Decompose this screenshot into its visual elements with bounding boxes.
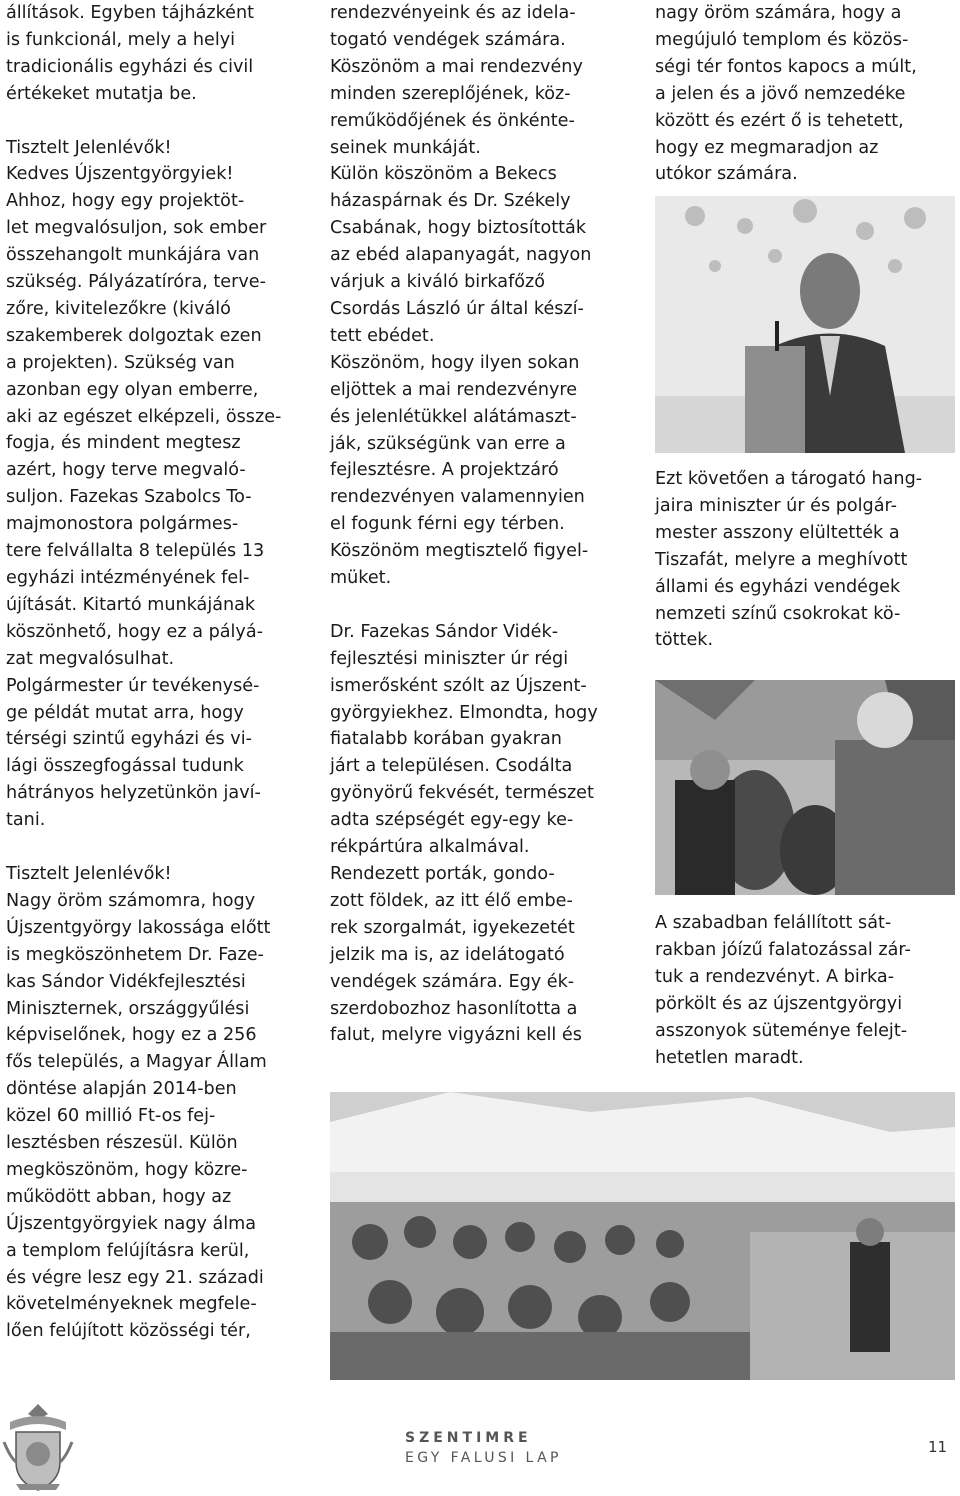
text-line: a templom felújításra kerül, [6,1240,250,1261]
text-line: és végre lesz egy 21. századi [6,1267,264,1288]
text-line: és jelenlétükkel alátámaszt- [330,406,577,427]
text-line: tani. [6,810,46,831]
photo-tent-lunch [330,1092,955,1380]
text-line: is megköszönhetem Dr. Faze- [6,944,264,965]
text-line: összehangolt munkájára van [6,245,260,266]
text-line: szerdobozhoz hasonlította a [330,998,578,1019]
text-line: házaspárnak és Dr. Székely [330,191,571,212]
text-line: aki az egészet elképzeli, össze- [6,406,282,427]
text-line: járt a településen. Csodálta [330,756,573,777]
text-line: A szabadban felállított sát- [655,913,892,933]
photo-minister-speech-graphic [655,196,955,453]
coat-of-arms-graphic [2,1402,74,1492]
text-line: Nagy öröm számomra, hogy [6,890,256,911]
text-line: tett ebédet. [330,325,435,346]
text-line: jelzik ma is, az idelátogató [330,944,565,965]
text-line: azonban egy olyan emberre, [6,379,259,400]
text-line: tradicionális egyházi és civil [6,56,254,77]
text-line: zat megvalósulhat. [6,648,175,669]
text-line: Külön köszönöm a Bekecs [330,164,557,185]
text-line: Csabának, hogy biztosították [330,218,587,239]
text-line: let megvalósuljon, sok ember [6,218,267,239]
text-line: adta szépségét egy-egy ke- [330,810,574,831]
text-line: gyönyörű fekvését, természet [330,783,594,804]
text-line: hetetlen maradt. [655,1047,804,1068]
masthead-name: SZENTIMRE [405,1430,532,1446]
text-line: rakban jóízű falatozással zár- [655,939,911,960]
text-line: várjuk a kiváló birkafőző [330,272,546,293]
text-line: szükség. Pályázatíróra, terve- [6,272,266,293]
text-line: rek szorgalmát, igyekezetét [330,917,575,938]
coat-of-arms-logo [2,1402,74,1492]
text-line: Polgármester úr tevékenysé- [6,675,260,696]
text-line: pörkölt és az újszentgyörgyi [655,993,903,1014]
text-line: tuk a rendezvényt. A birka- [655,966,895,987]
text-line: vendégek számára. Egy ék- [330,971,575,992]
text-line: között és ezért ő is tehetett, [655,110,904,131]
text-line: szakemberek dolgoztak ezen [6,325,262,346]
text-line: ségi tér fontos kapocs a múlt, [655,56,917,77]
text-line: hátrányos helyzetünkön javí- [6,783,261,804]
text-line: azért, hogy terve megvaló- [6,460,246,481]
text-line: fős település, a Magyar Állam [6,1052,267,1073]
text-line: ge példát mutat arra, hogy [6,702,244,723]
text-line: hogy ez megmaradjon az [655,137,879,158]
text-line: asszonyok süteménye felejt- [655,1020,908,1041]
text-line: zőre, kivitelezőkre (kiváló [6,298,231,319]
text-line: jaira miniszter úr és polgár- [655,495,897,516]
text-line: Rendezett porták, gondo- [330,863,555,884]
text-line: majmonostora polgármes- [6,514,239,535]
text-line: fiatalabb korában gyakran [330,729,562,750]
text-line: Dr. Fazekas Sándor Vidék- [330,621,559,642]
column-middle [330,0,630,1049]
text-line: képviselőnek, hogy ez a 256 [6,1025,257,1046]
text-line: müket. [330,568,392,589]
text-line: nagy öröm számára, hogy a [655,3,902,23]
text-line: állami és egyházi vendégek [655,576,901,597]
text-line: fejlesztési miniszter úr régi [330,648,569,669]
text-line: töttek. [655,630,714,651]
text-line: is funkcionál, mely a helyi [6,29,236,50]
text-line: közel 60 millió Ft-os fej- [6,1106,216,1127]
text-line: a projekten). Szükség van [6,352,235,373]
text-line: rendezvényeink és az idela- [330,3,576,23]
text-line: fogja, és mindent megtesz [6,433,241,454]
text-line: falut, melyre vigyázni kell és [330,1025,582,1046]
text-line: Köszönöm megtisztelő figyel- [330,541,589,562]
text-line: térségi szintű egyházi és vi- [6,729,252,750]
text-line: Ahhoz, hogy egy projektöt- [6,191,245,212]
text-line: Tisztelt Jelenlévők! [6,137,172,158]
text-line: ismerősként szólt az Újszent- [330,675,587,696]
column-right-bottom [655,910,955,1071]
text-line: lően felújított közösségi tér, [6,1321,251,1342]
text-line: lági összegfogással tudunk [6,756,244,777]
photo-tent-lunch-graphic [330,1092,955,1380]
text-line: értékeket mutatja be. [6,83,197,104]
text-line [330,592,630,619]
text-line: mester asszony elültették a [655,522,900,543]
text-line: zott földek, az itt élő embe- [330,890,573,911]
text-line: Újszentgyörgy lakossága előtt [6,917,271,938]
text-line: Köszönöm, hogy ilyen sokan [330,352,580,373]
text-line: az ebéd alapanyagát, nagyon [330,245,592,266]
text-line: megújuló templom és közös- [655,29,909,50]
text-line: működött abban, hogy az [6,1186,232,1207]
text-line: kas Sándor Vidékfejlesztési [6,971,246,992]
text-line: megköszönöm, hogy közre- [6,1159,248,1180]
text-line: györgyiekhez. Elmondta, hogy [330,702,598,723]
text-line: ják, szükségünk van erre a [330,433,566,454]
page-number: 11 [928,1438,948,1456]
text-line: Kedves Újszentgyörgyiek! [6,164,234,185]
text-line: nemzeti színű csokrokat kö- [655,603,901,624]
text-line: Ezt követően a tárogató hang- [655,469,923,489]
masthead-tagline: EGY FALUSI LAP [405,1450,562,1466]
text-line: seinek munkáját. [330,137,481,158]
text-line: követelményeknek megfele- [6,1294,257,1315]
column-right-middle [655,466,955,654]
text-line: el fogunk férni egy térben. [330,514,565,535]
text-line: Csordás László úr által készí- [330,298,584,319]
text-line: Miniszternek, országgyűlési [6,998,250,1019]
column-right-top [655,0,955,188]
text-line: újítását. Kitartó munkájának [6,594,256,615]
text-line: minden szereplőjének, köz- [330,83,571,104]
text-line: Köszönöm a mai rendezvény [330,56,583,77]
photo-tree-planting-graphic [655,680,955,895]
text-line: köszönhető, hogy ez a pályá- [6,621,263,642]
text-line: rékpártúra alkalmával. [330,837,530,858]
text-line: suljon. Fazekas Szabolcs To- [6,487,252,508]
photo-minister-speech [655,196,955,453]
text-line: fejlesztésre. A projektzáró [330,460,559,481]
text-line: eljöttek a mai rendezvényre [330,379,578,400]
text-line: Tiszafát, melyre a meghívott [655,549,908,570]
text-line [6,834,302,861]
column-left [6,0,302,1345]
photo-tree-planting [655,680,955,895]
text-line: egyházi intézményének fel- [6,568,250,589]
text-line: a jelen és a jövő nemzedéke [655,83,906,104]
masthead [405,1430,565,1466]
text-line: togató vendégek számára. [330,29,566,50]
text-line: Újszentgyörgyiek nagy álma [6,1213,257,1234]
text-line: reműködőjének és önkénte- [330,110,575,131]
text-line: Tisztelt Jelenlévők! [6,863,172,884]
text-line: rendezvényen valamennyien [330,487,585,508]
text-line: lesztésben részesül. Külön [6,1133,238,1154]
text-line: állítások. Egyben tájházként [6,3,255,23]
text-line [6,108,302,135]
text-line: utókor számára. [655,164,798,185]
text-line: tere felvállalta 8 település 13 [6,541,265,562]
text-line: döntése alapján 2014-ben [6,1079,237,1100]
